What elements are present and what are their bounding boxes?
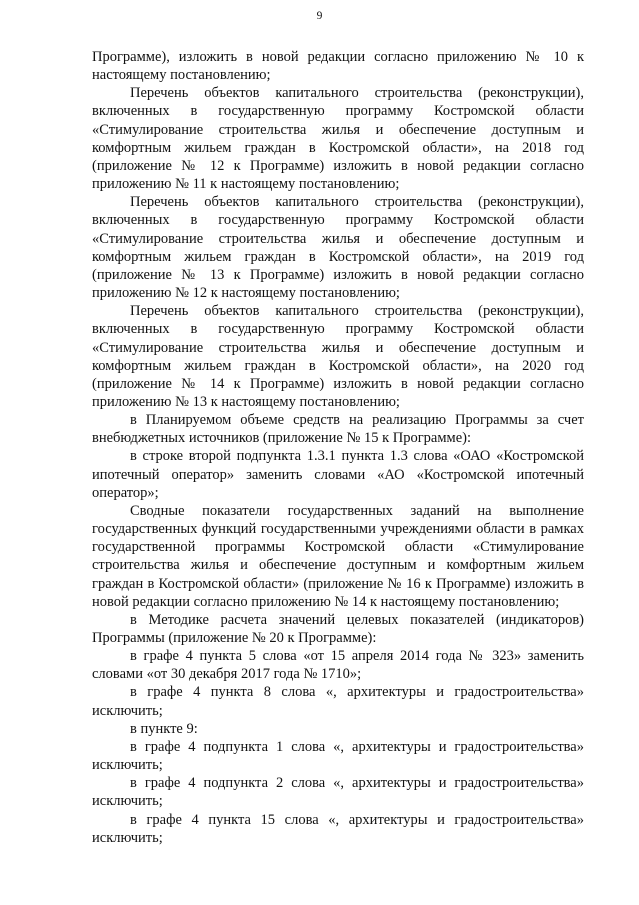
paragraph: в Методике расчета значений целевых показателей (индикаторов) Программы (приложение № 20 к Программе): [92,611,584,646]
page-number: 9 [316,10,323,22]
paragraph: в графе 4 подпункта 1 слова «, архитектуры и градостроительства» исключить; [92,738,584,774]
paragraph: в графе 4 пункта 8 слова «, архитектуры и градостроительства» исключить; [92,684,584,719]
paragraph: Перечень объектов капитального строительства (реконструкции), включенных в государственную программу Костромской области «Стимулирование строительства жилья и обеспечение доступным и комфортным жильем граждан в Костромской области», на 2018 год (приложение № 12 к Программе) изложить в новой редакции согласно приложению № 11 к настоящему постановлению; [92,85,584,193]
paragraph: в пункте 9: [130,720,198,737]
paragraph: в Планируемом объеме средств на реализацию Программы за счет внебюджетных источников (приложение № 15 к Программе): [92,412,584,447]
paragraph: в графе 4 пункта 5 слова «от 15 апреля 2014 года № 323» заменить словами «от 30 декабря 2017 года № 1710»; [92,648,584,683]
paragraph: в графе 4 пункта 15 слова «, архитектуры и градостроительства» исключить; [92,811,584,846]
paragraph: Сводные показатели государственных заданий на выполнение государственных функций государственными учреждениями области в рамках государственной программы Костромской области «Стимулирование строительства жилья и обеспечение доступным и комфортным жильем граждан в Костромской области» (приложение № 16 к Программе) изложить в новой редакции согласно приложению № 14 к настоящему постановлению; [92,502,584,610]
paragraph: Перечень объектов капитального строительства (реконструкции), включенных в государственную программу Костромской области «Стимулирование строительства жилья и обеспечение доступным и комфортным жильем граждан в Костромской области», на 2020 год (приложение № 14 к Программе) изложить в новой редакции согласно приложению № 13 к настоящему постановлению; [92,303,584,410]
paragraph: в строке второй подпункта 1.3.1 пункта 1.3 слова «ОАО «Костромской ипотечный оператор» заменить словами «АО «Костромской ипотечный оператор»; [92,448,584,501]
paragraph: Программе), изложить в новой редакции согласно приложению № 10 к настоящему постановлению; [92,49,584,84]
paragraph: Перечень объектов капитального строительства (реконструкции), включенных в государственную программу Костромской области «Стимулирование строительства жилья и обеспечение доступным и комфортным жильем граждан в Костромской области», на 2019 год (приложение № 13 к Программе) изложить в новой редакции согласно приложению № 12 к настоящему постановлению; [92,194,584,302]
document-body [92,48,584,847]
paragraph: в графе 4 подпункта 2 слова «, архитектуры и градостроительства» исключить; [92,775,584,810]
